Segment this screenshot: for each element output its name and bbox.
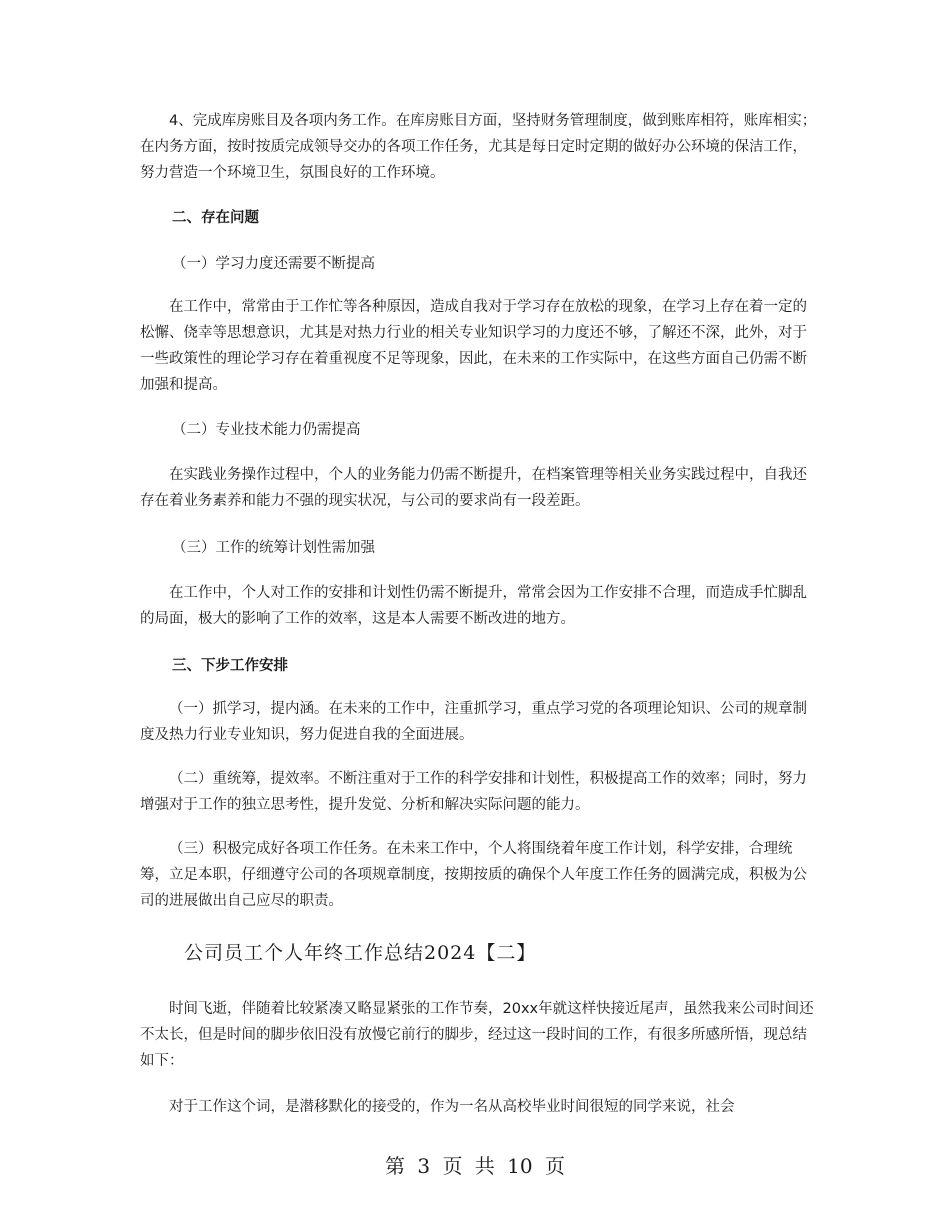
subheading-skills: （二）专业技术能力仍需提高 <box>172 422 361 438</box>
paragraph-part2-work: 对于工作这个词，是潜移默化的接受的，作为一名从高校毕业时间很短的同学来说，社会 <box>169 1099 735 1115</box>
paragraph-next-study: （一）抓学习，提内涵。在未来的工作中，注重抓学习，重点学习党的各项理论知识、公司的规章制度及热力行业专业知识，努力促进自我的全面进展。 <box>140 701 807 743</box>
paragraph-next-efficiency: （二）重统筹，提效率。不断注重对于工作的科学安排和计划性，积极提高工作的效率；同时，努力增强对于工作的独立思考性，提升发觉、分析和解决实际问题的能力。 <box>140 771 807 813</box>
section-heading-next-steps: 三、下步工作安排 <box>172 658 288 674</box>
paragraph-item4: 4、完成库房账目及各项内务工作。在库房账目方面，坚持财务管理制度，做到账库相符，账库相实；在内务方面，按时按质完成领导交办的各项工作任务，尤其是每日定时定期的做好办公环境的保洁工作，努力营造一个环境卫生，氛围良好的工作环境。 <box>140 113 817 181</box>
paragraph-part2-intro: 时间飞逝，伴随着比较紧凑又略显紧张的工作节奏，20xx年就这样快接近尾声，虽然我来公司时间还不太长，但是时间的脚步依旧没有放慢它前行的脚步，经过这一段时间的工作，有很多所感所悟，现总结如下： <box>140 1001 814 1069</box>
subheading-study: （一）学习力度还需要不断提高 <box>172 256 375 272</box>
paragraph-study: 在工作中，常常由于工作忙等各种原因，造成自我对于学习存在放松的现象，在学习上存在着一定的松懈、侥幸等思想意识，尤其是对热力行业的相关专业知识学习的力度还不够，了解还不深，此外，对于一些政策性的理论学习存在着重视度不足等现象，因此，在未来的工作实际中，在这些方面自己仍需不断加强和提高。 <box>140 299 807 393</box>
paragraph-planning: 在工作中，个人对工作的安排和计划性仍需不断提升，常常会因为工作安排不合理，而造成手忙脚乱的局面，极大的影响了工作的效率，这是本人需要不断改进的地方。 <box>140 585 807 627</box>
subheading-planning: （三）工作的统筹计划性需加强 <box>172 540 375 556</box>
section-title-part2: 公司员工个人年终工作总结2024【二】 <box>184 942 537 964</box>
paragraph-next-tasks: （三）积极完成好各项工作任务。在未来工作中，个人将围绕着年度工作计划，科学安排，合理统筹，立足本职，仔细遵守公司的各项规章制度，按期按质的确保个人年度工作任务的圆满完成，积极为公司的进展做出自己应尽的职责。 <box>140 841 807 909</box>
paragraph-skills: 在实践业务操作过程中，个人的业务能力仍需不断提升，在档案管理等相关业务实践过程中，自我还存在着业务素养和能力不强的现实状况，与公司的要求尚有一段差距。 <box>140 467 807 509</box>
page-number-footer: 第 3 页 共 10 页 <box>385 1154 565 1178</box>
section-heading-problems: 二、存在问题 <box>172 210 259 226</box>
